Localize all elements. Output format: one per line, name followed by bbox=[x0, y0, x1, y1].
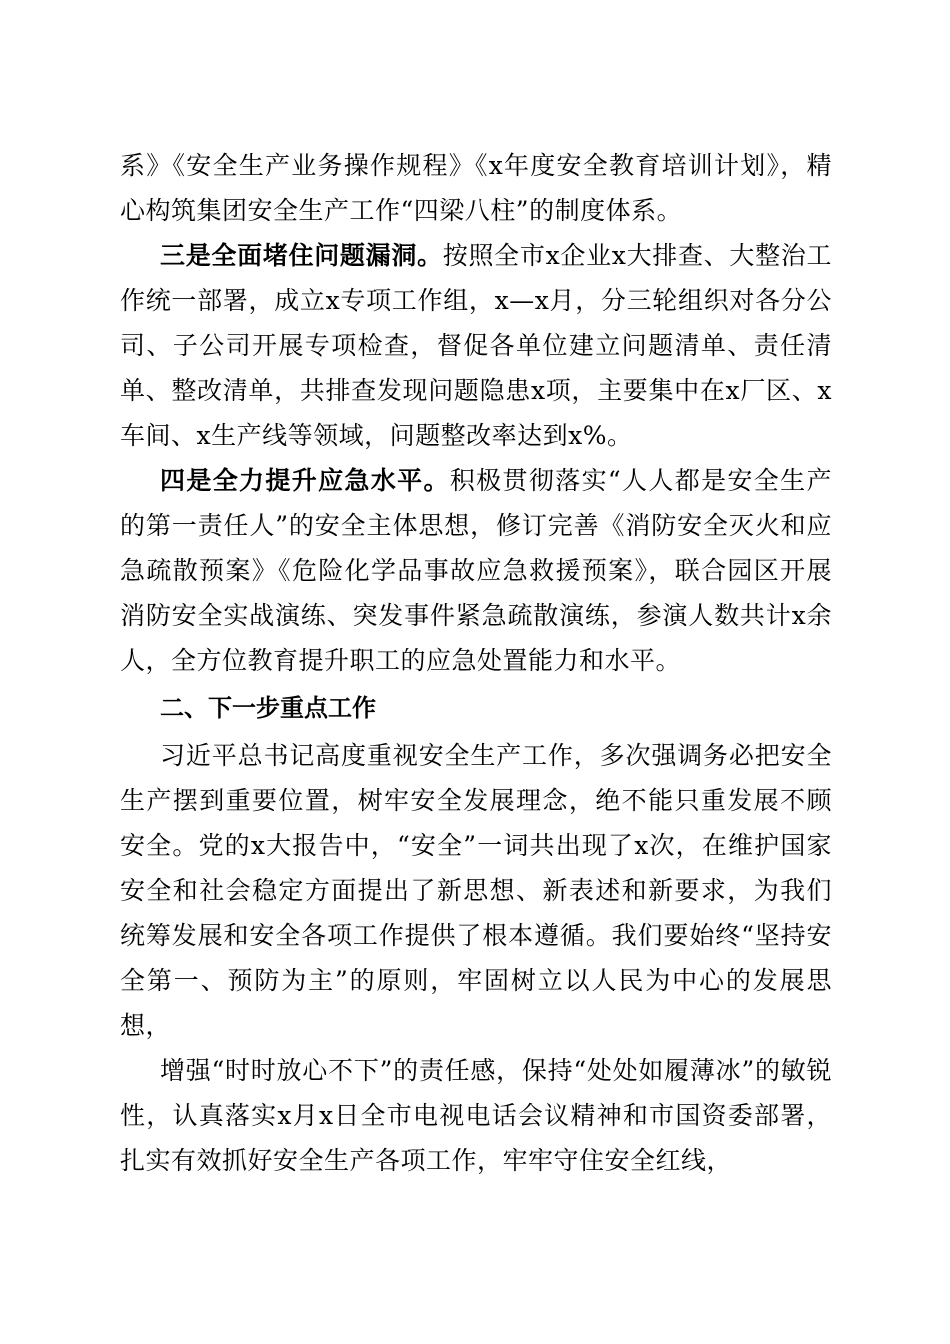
paragraph-text: 系》《安全生产业务操作规程》《x年度安全教育培训计划》，精心构筑集团安全生产工作“四梁八柱”的制度体系。 bbox=[120, 151, 832, 225]
paragraph-emergency-level bbox=[120, 458, 832, 683]
paragraph-text: 积极贯彻落实“人人都是安全生产的第一责任人”的安全主体思想，修订完善《消防安全灭火和应急疏散预案》《危险化学品事故应急救援预案》，联合园区开展消防安全实战演练、突发事件紧急疏散演练，参演人数共计x余人，全方位教育提升职工的应急处置能力和水平。 bbox=[120, 466, 832, 675]
paragraph-text: 按照全市x企业x大排查、大整治工作统一部署，成立x专项工作组，x—x月，分三轮组织对各分公司、子公司开展专项检查，督促各单位建立问题清单、责任清单、整改清单，共排查发现问题隐患x项，主要集中在x厂区、x车间、x生产线等领域，问题整改率达到x%。 bbox=[120, 241, 832, 450]
section-heading: 二、下一步重点工作 bbox=[160, 694, 376, 722]
section-paragraph: 增强“时时放心不下”的责任感，保持“处处如履薄冰”的敏锐性，认真落实x月x日全市电视电话会议精神和市国资委部署，扎实有效抓好安全生产各项工作，牢牢守住安全红线， bbox=[120, 1056, 832, 1175]
continued-paragraph bbox=[120, 143, 832, 233]
paragraph-lead: 三是全面堵住问题漏洞。 bbox=[160, 241, 443, 270]
paragraph-plug-loopholes bbox=[120, 233, 832, 458]
paragraph-lead: 四是全力提升应急水平。 bbox=[160, 466, 450, 495]
section-paragraph: 习近平总书记高度重视安全生产工作，多次强调务必把安全生产摆到重要位置，树牢安全发展理念，绝不能只重发展不顾安全。党的x大报告中，“安全”一词共出现了x次，在维护国家安全和社会稳定方面提出了新思想、新表述和新要求，为我们统筹发展和安全各项工作提供了根本遵循。我们要始终“坚持安全第一、预防为主”的原则，牢固树立以人民为中心的发展思想， bbox=[120, 741, 832, 1040]
document-body bbox=[120, 143, 832, 1183]
